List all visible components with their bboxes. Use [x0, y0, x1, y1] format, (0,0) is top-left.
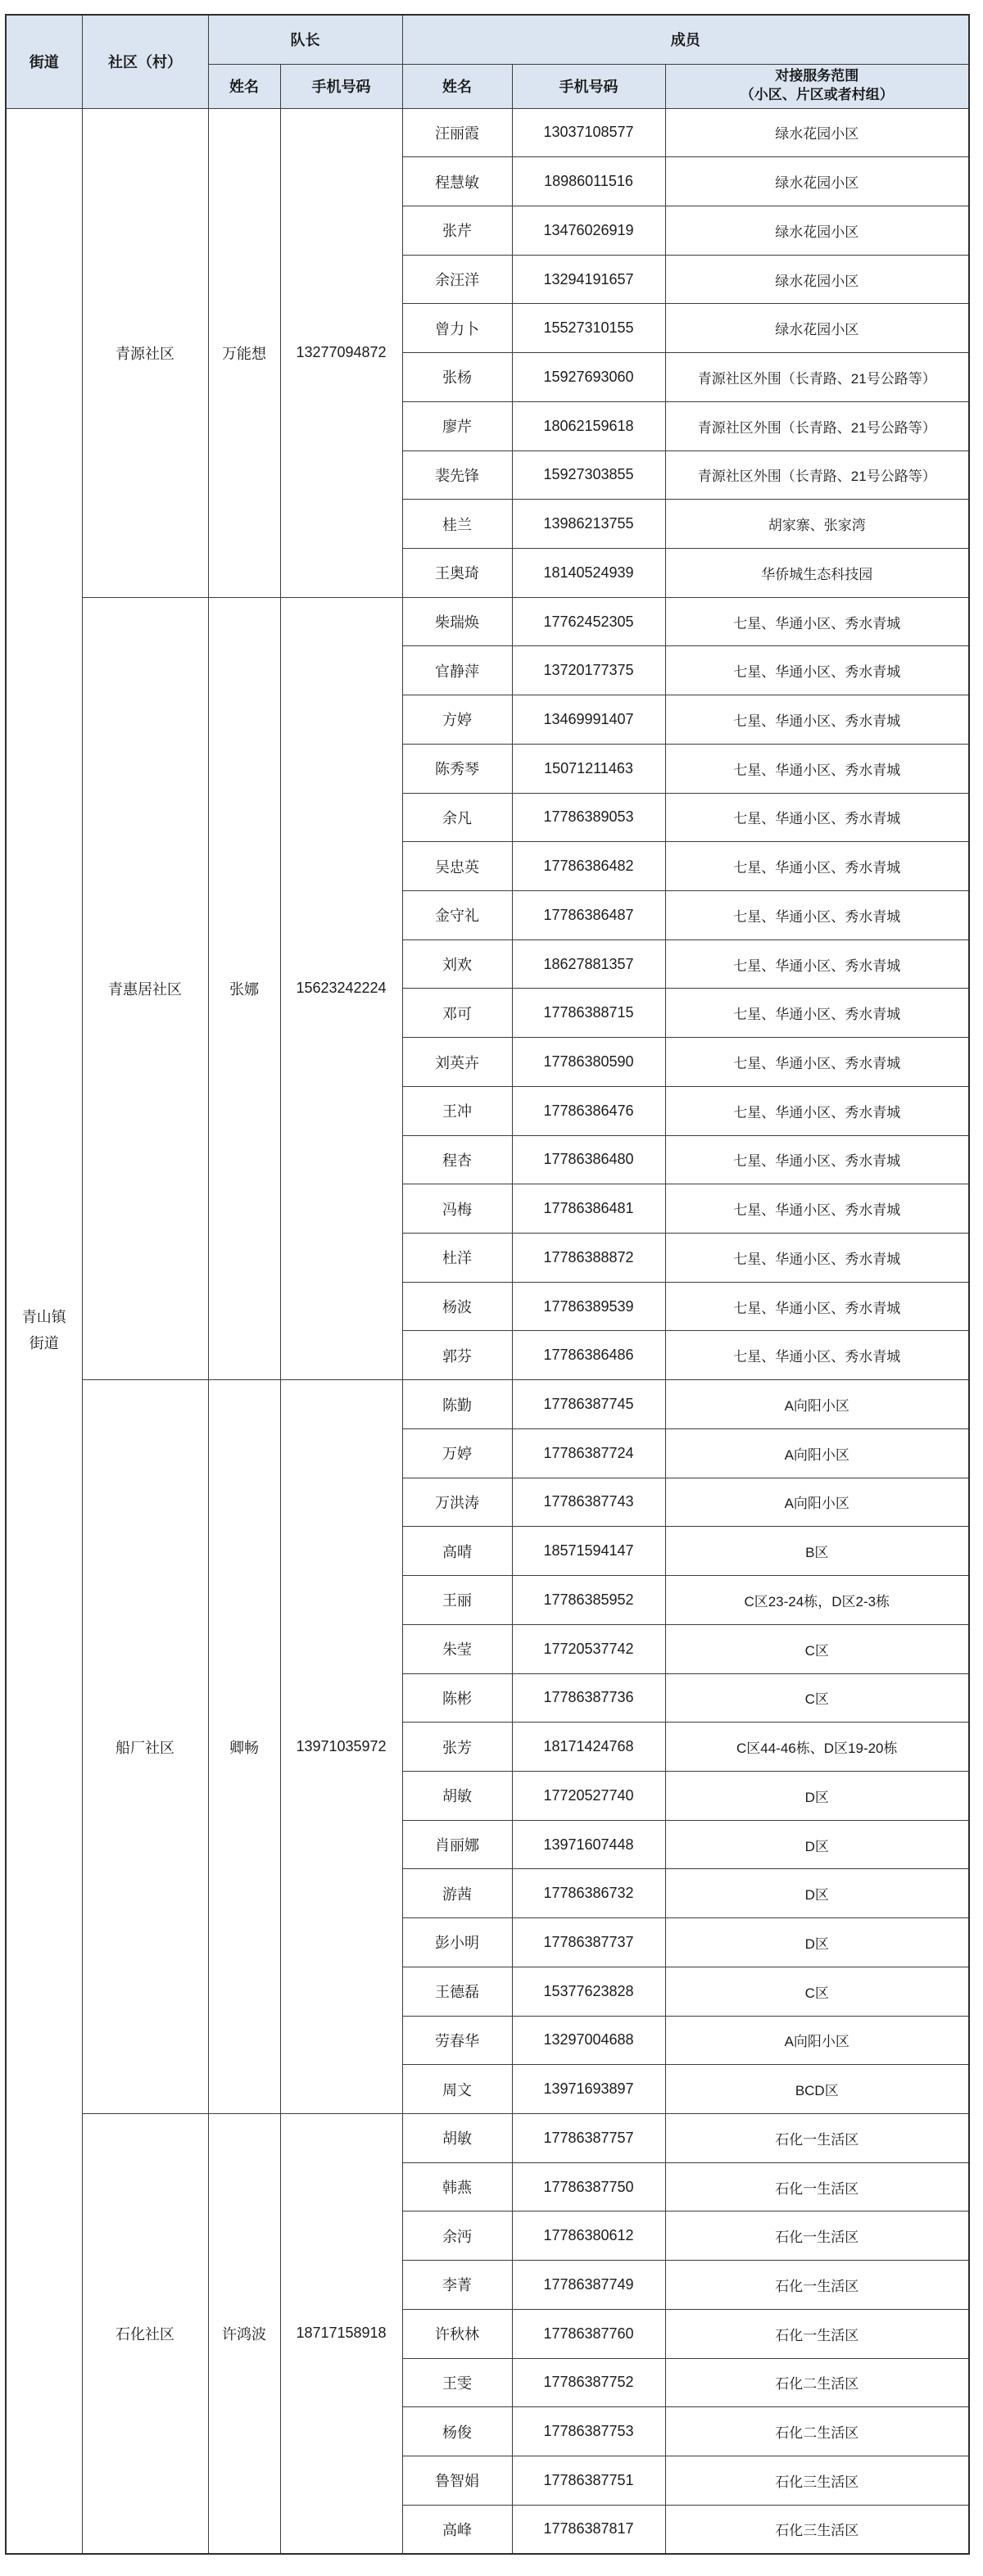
- member-phone-cell: 17786387757: [512, 2113, 665, 2162]
- member-phone-cell: 17786387760: [512, 2309, 665, 2358]
- member-scope-cell: 绿水花园小区: [665, 304, 969, 353]
- header-street: 街道: [6, 15, 82, 108]
- member-scope-cell: 七星、华通小区、秀水青城: [665, 1038, 969, 1087]
- member-phone-cell: 13720177375: [512, 646, 665, 695]
- member-scope-cell: C区: [665, 1967, 969, 2016]
- member-scope-cell: C区: [665, 1673, 969, 1723]
- member-scope-cell: 石化三生活区: [665, 2505, 969, 2554]
- member-name-cell: 方婷: [402, 695, 512, 745]
- member-name-cell: 金守礼: [402, 891, 512, 940]
- member-phone-cell: 17786387745: [512, 1380, 665, 1429]
- member-name-cell: 郭芬: [402, 1331, 512, 1380]
- member-scope-cell: D区: [665, 1918, 969, 1967]
- member-phone-cell: 13986213755: [512, 500, 665, 549]
- member-name-cell: 周文: [402, 2065, 512, 2114]
- member-name-cell: 吴忠英: [402, 842, 512, 891]
- member-name-cell: 朱莹: [402, 1624, 512, 1673]
- member-phone-cell: 15071211463: [512, 744, 665, 793]
- header-member-scope-line1: 对接服务范围: [775, 68, 859, 84]
- member-phone-cell: 15377623828: [512, 1967, 665, 2016]
- member-phone-cell: 18627881357: [512, 939, 665, 989]
- member-phone-cell: 17786386480: [512, 1135, 665, 1184]
- member-name-cell: 刘英卉: [402, 1038, 512, 1087]
- member-scope-cell: 七星、华通小区、秀水青城: [665, 1282, 969, 1331]
- member-name-cell: 王奥琦: [402, 548, 512, 597]
- member-phone-cell: 13971607448: [512, 1820, 665, 1869]
- member-name-cell: 王德磊: [402, 1967, 512, 2016]
- member-phone-cell: 18571594147: [512, 1527, 665, 1576]
- member-scope-cell: 石化一生活区: [665, 2261, 969, 2310]
- member-name-cell: 余凡: [402, 793, 512, 842]
- member-row: [6, 2113, 969, 2162]
- member-name-cell: 高峰: [402, 2505, 512, 2554]
- leader-phone-cell: 15623242224: [280, 597, 402, 1380]
- member-scope-cell: 青源社区外围（长青路、21号公路等）: [665, 353, 969, 402]
- header-leader-group: 队长: [208, 15, 402, 64]
- member-name-cell: 官静萍: [402, 646, 512, 695]
- leader-phone-cell: 18717158918: [280, 2113, 402, 2553]
- member-name-cell: 王丽: [402, 1576, 512, 1625]
- street-cell: [6, 108, 82, 2554]
- member-scope-cell: 七星、华通小区、秀水青城: [665, 597, 969, 646]
- member-scope-cell: 七星、华通小区、秀水青城: [665, 744, 969, 793]
- member-scope-cell: 石化二生活区: [665, 2407, 969, 2456]
- member-name-cell: 廖芹: [402, 401, 512, 450]
- contact-table: [5, 14, 970, 2555]
- member-scope-cell: D区: [665, 1771, 969, 1820]
- header-community: 社区（村）: [82, 15, 208, 108]
- member-name-cell: 裴先锋: [402, 450, 512, 500]
- member-phone-cell: 17786386486: [512, 1331, 665, 1380]
- member-scope-cell: 石化一生活区: [665, 2113, 969, 2162]
- member-phone-cell: 13294191657: [512, 255, 665, 304]
- member-scope-cell: 绿水花园小区: [665, 206, 969, 255]
- member-phone-cell: 13469991407: [512, 695, 665, 745]
- member-phone-cell: 17786386487: [512, 891, 665, 940]
- member-scope-cell: 七星、华通小区、秀水青城: [665, 1135, 969, 1184]
- member-phone-cell: 17786387751: [512, 2456, 665, 2506]
- member-name-cell: 程杏: [402, 1135, 512, 1184]
- member-phone-cell: 17786386476: [512, 1086, 665, 1135]
- member-name-cell: 胡敏: [402, 1771, 512, 1820]
- member-scope-cell: D区: [665, 1869, 969, 1918]
- member-row: [6, 1380, 969, 1429]
- leader-name-cell: 卿畅: [208, 1380, 280, 2114]
- member-phone-cell: 17786388872: [512, 1234, 665, 1283]
- member-name-cell: 万婷: [402, 1428, 512, 1478]
- member-scope-cell: 七星、华通小区、秀水青城: [665, 1331, 969, 1380]
- member-phone-cell: 15927693060: [512, 353, 665, 402]
- member-phone-cell: 17786389539: [512, 1282, 665, 1331]
- member-phone-cell: 17786387753: [512, 2407, 665, 2456]
- member-scope-cell: A向阳小区: [665, 1380, 969, 1429]
- member-scope-cell: 七星、华通小区、秀水青城: [665, 1086, 969, 1135]
- member-name-cell: 胡敏: [402, 2113, 512, 2162]
- leader-phone-cell: 13971035972: [280, 1380, 402, 2114]
- member-phone-cell: 13037108577: [512, 108, 665, 157]
- member-phone-cell: 17786380590: [512, 1038, 665, 1087]
- member-scope-cell: 石化二生活区: [665, 2358, 969, 2407]
- member-name-cell: 陈勤: [402, 1380, 512, 1429]
- member-name-cell: 张芳: [402, 1723, 512, 1772]
- member-phone-cell: 17786389053: [512, 793, 665, 842]
- member-name-cell: 李菁: [402, 2261, 512, 2310]
- member-phone-cell: 17786386482: [512, 842, 665, 891]
- member-phone-cell: 18986011516: [512, 157, 665, 206]
- member-phone-cell: 17720537742: [512, 1624, 665, 1673]
- member-scope-cell: C区: [665, 1624, 969, 1673]
- member-phone-cell: 13297004688: [512, 2016, 665, 2065]
- header-group-row: [6, 15, 969, 64]
- member-scope-cell: 七星、华通小区、秀水青城: [665, 842, 969, 891]
- member-phone-cell: 17786387752: [512, 2358, 665, 2407]
- member-phone-cell: 17786387817: [512, 2505, 665, 2554]
- leader-name-cell: 许鸿波: [208, 2113, 280, 2553]
- table-body: [6, 108, 969, 2554]
- member-name-cell: 曾力卜: [402, 304, 512, 353]
- header-member-phone: 手机号码: [512, 64, 665, 108]
- member-scope-cell: C区23-24栋，D区2-3栋: [665, 1576, 969, 1625]
- member-phone-cell: 13971693897: [512, 2065, 665, 2114]
- member-name-cell: 陈彬: [402, 1673, 512, 1723]
- street-label: 青山镇街道: [21, 1309, 66, 1351]
- member-scope-cell: 石化一生活区: [665, 2309, 969, 2358]
- member-scope-cell: 七星、华通小区、秀水青城: [665, 646, 969, 695]
- member-name-cell: 杜洋: [402, 1234, 512, 1283]
- member-name-cell: 张杨: [402, 353, 512, 402]
- member-name-cell: 杨波: [402, 1282, 512, 1331]
- member-scope-cell: D区: [665, 1820, 969, 1869]
- header-leader-phone: 手机号码: [280, 64, 402, 108]
- member-scope-cell: 七星、华通小区、秀水青城: [665, 891, 969, 940]
- member-name-cell: 张芹: [402, 206, 512, 255]
- member-name-cell: 劳春华: [402, 2016, 512, 2065]
- header-member-scope: [665, 64, 969, 108]
- member-name-cell: 万洪涛: [402, 1478, 512, 1527]
- member-phone-cell: 15927303855: [512, 450, 665, 500]
- member-scope-cell: 七星、华通小区、秀水青城: [665, 1184, 969, 1234]
- member-scope-cell: 七星、华通小区、秀水青城: [665, 939, 969, 989]
- member-scope-cell: B区: [665, 1527, 969, 1576]
- member-name-cell: 游茜: [402, 1869, 512, 1918]
- member-phone-cell: 17786387743: [512, 1478, 665, 1527]
- member-phone-cell: 18062159618: [512, 401, 665, 450]
- member-scope-cell: 绿水花园小区: [665, 108, 969, 157]
- community-cell: 石化社区: [82, 2113, 208, 2553]
- leader-name-cell: 万能想: [208, 108, 280, 597]
- member-name-cell: 肖丽娜: [402, 1820, 512, 1869]
- member-scope-cell: 绿水花园小区: [665, 157, 969, 206]
- member-name-cell: 余沔: [402, 2212, 512, 2261]
- member-name-cell: 王雯: [402, 2358, 512, 2407]
- member-scope-cell: 七星、华通小区、秀水青城: [665, 989, 969, 1038]
- member-phone-cell: 17786387750: [512, 2162, 665, 2212]
- member-phone-cell: 18140524939: [512, 548, 665, 597]
- member-scope-cell: 石化一生活区: [665, 2162, 969, 2212]
- member-name-cell: 鲁智娟: [402, 2456, 512, 2506]
- member-scope-cell: 七星、华通小区、秀水青城: [665, 695, 969, 745]
- member-scope-cell: BCD区: [665, 2065, 969, 2114]
- member-scope-cell: 青源社区外围（长青路、21号公路等）: [665, 450, 969, 500]
- member-phone-cell: 17786385952: [512, 1576, 665, 1625]
- member-name-cell: 邓可: [402, 989, 512, 1038]
- member-scope-cell: 七星、华通小区、秀水青城: [665, 1234, 969, 1283]
- member-name-cell: 汪丽霞: [402, 108, 512, 157]
- leader-phone-cell: 13277094872: [280, 108, 402, 597]
- member-name-cell: 柴瑞焕: [402, 597, 512, 646]
- member-scope-cell: 石化一生活区: [665, 2212, 969, 2261]
- member-name-cell: 程慧敏: [402, 157, 512, 206]
- member-phone-cell: 17786388715: [512, 989, 665, 1038]
- community-cell: 青惠居社区: [82, 597, 208, 1380]
- member-scope-cell: A向阳小区: [665, 2016, 969, 2065]
- member-row: [6, 108, 969, 157]
- header-leader-name: 姓名: [208, 64, 280, 108]
- member-scope-cell: 绿水花园小区: [665, 255, 969, 304]
- member-phone-cell: 17762452305: [512, 597, 665, 646]
- member-phone-cell: 17720527740: [512, 1771, 665, 1820]
- community-cell: 青源社区: [82, 108, 208, 597]
- community-cell: 船厂社区: [82, 1380, 208, 2114]
- member-scope-cell: 七星、华通小区、秀水青城: [665, 793, 969, 842]
- member-phone-cell: 17786387736: [512, 1673, 665, 1723]
- member-name-cell: 桂兰: [402, 500, 512, 549]
- member-name-cell: 王冲: [402, 1086, 512, 1135]
- member-scope-cell: C区44-46栋、D区19-20栋: [665, 1723, 969, 1772]
- page: [0, 14, 983, 2555]
- member-scope-cell: A向阳小区: [665, 1428, 969, 1478]
- member-phone-cell: 17786386481: [512, 1184, 665, 1234]
- member-name-cell: 余汪洋: [402, 255, 512, 304]
- member-row: [6, 597, 969, 646]
- member-scope-cell: 青源社区外围（长青路、21号公路等）: [665, 401, 969, 450]
- member-phone-cell: 17786380612: [512, 2212, 665, 2261]
- member-name-cell: 许秋林: [402, 2309, 512, 2358]
- member-phone-cell: 17786387724: [512, 1428, 665, 1478]
- member-name-cell: 杨俊: [402, 2407, 512, 2456]
- member-scope-cell: 胡家寨、张家湾: [665, 500, 969, 549]
- header-member-scope-line2: （小区、片区或者村组）: [740, 87, 894, 102]
- header-member-group: 成员: [402, 15, 969, 64]
- leader-name-cell: 张娜: [208, 597, 280, 1380]
- member-name-cell: 刘欢: [402, 939, 512, 989]
- header-member-name: 姓名: [402, 64, 512, 108]
- member-phone-cell: 17786387749: [512, 2261, 665, 2310]
- member-phone-cell: 15527310155: [512, 304, 665, 353]
- member-scope-cell: 华侨城生态科技园: [665, 548, 969, 597]
- member-phone-cell: 17786387737: [512, 1918, 665, 1967]
- member-name-cell: 韩燕: [402, 2162, 512, 2212]
- member-name-cell: 高晴: [402, 1527, 512, 1576]
- member-name-cell: 陈秀琴: [402, 744, 512, 793]
- member-name-cell: 冯梅: [402, 1184, 512, 1234]
- table-header: [6, 15, 969, 108]
- member-scope-cell: 石化三生活区: [665, 2456, 969, 2506]
- member-scope-cell: A向阳小区: [665, 1478, 969, 1527]
- member-phone-cell: 13476026919: [512, 206, 665, 255]
- member-name-cell: 彭小明: [402, 1918, 512, 1967]
- member-phone-cell: 17786386732: [512, 1869, 665, 1918]
- member-phone-cell: 18171424768: [512, 1723, 665, 1772]
